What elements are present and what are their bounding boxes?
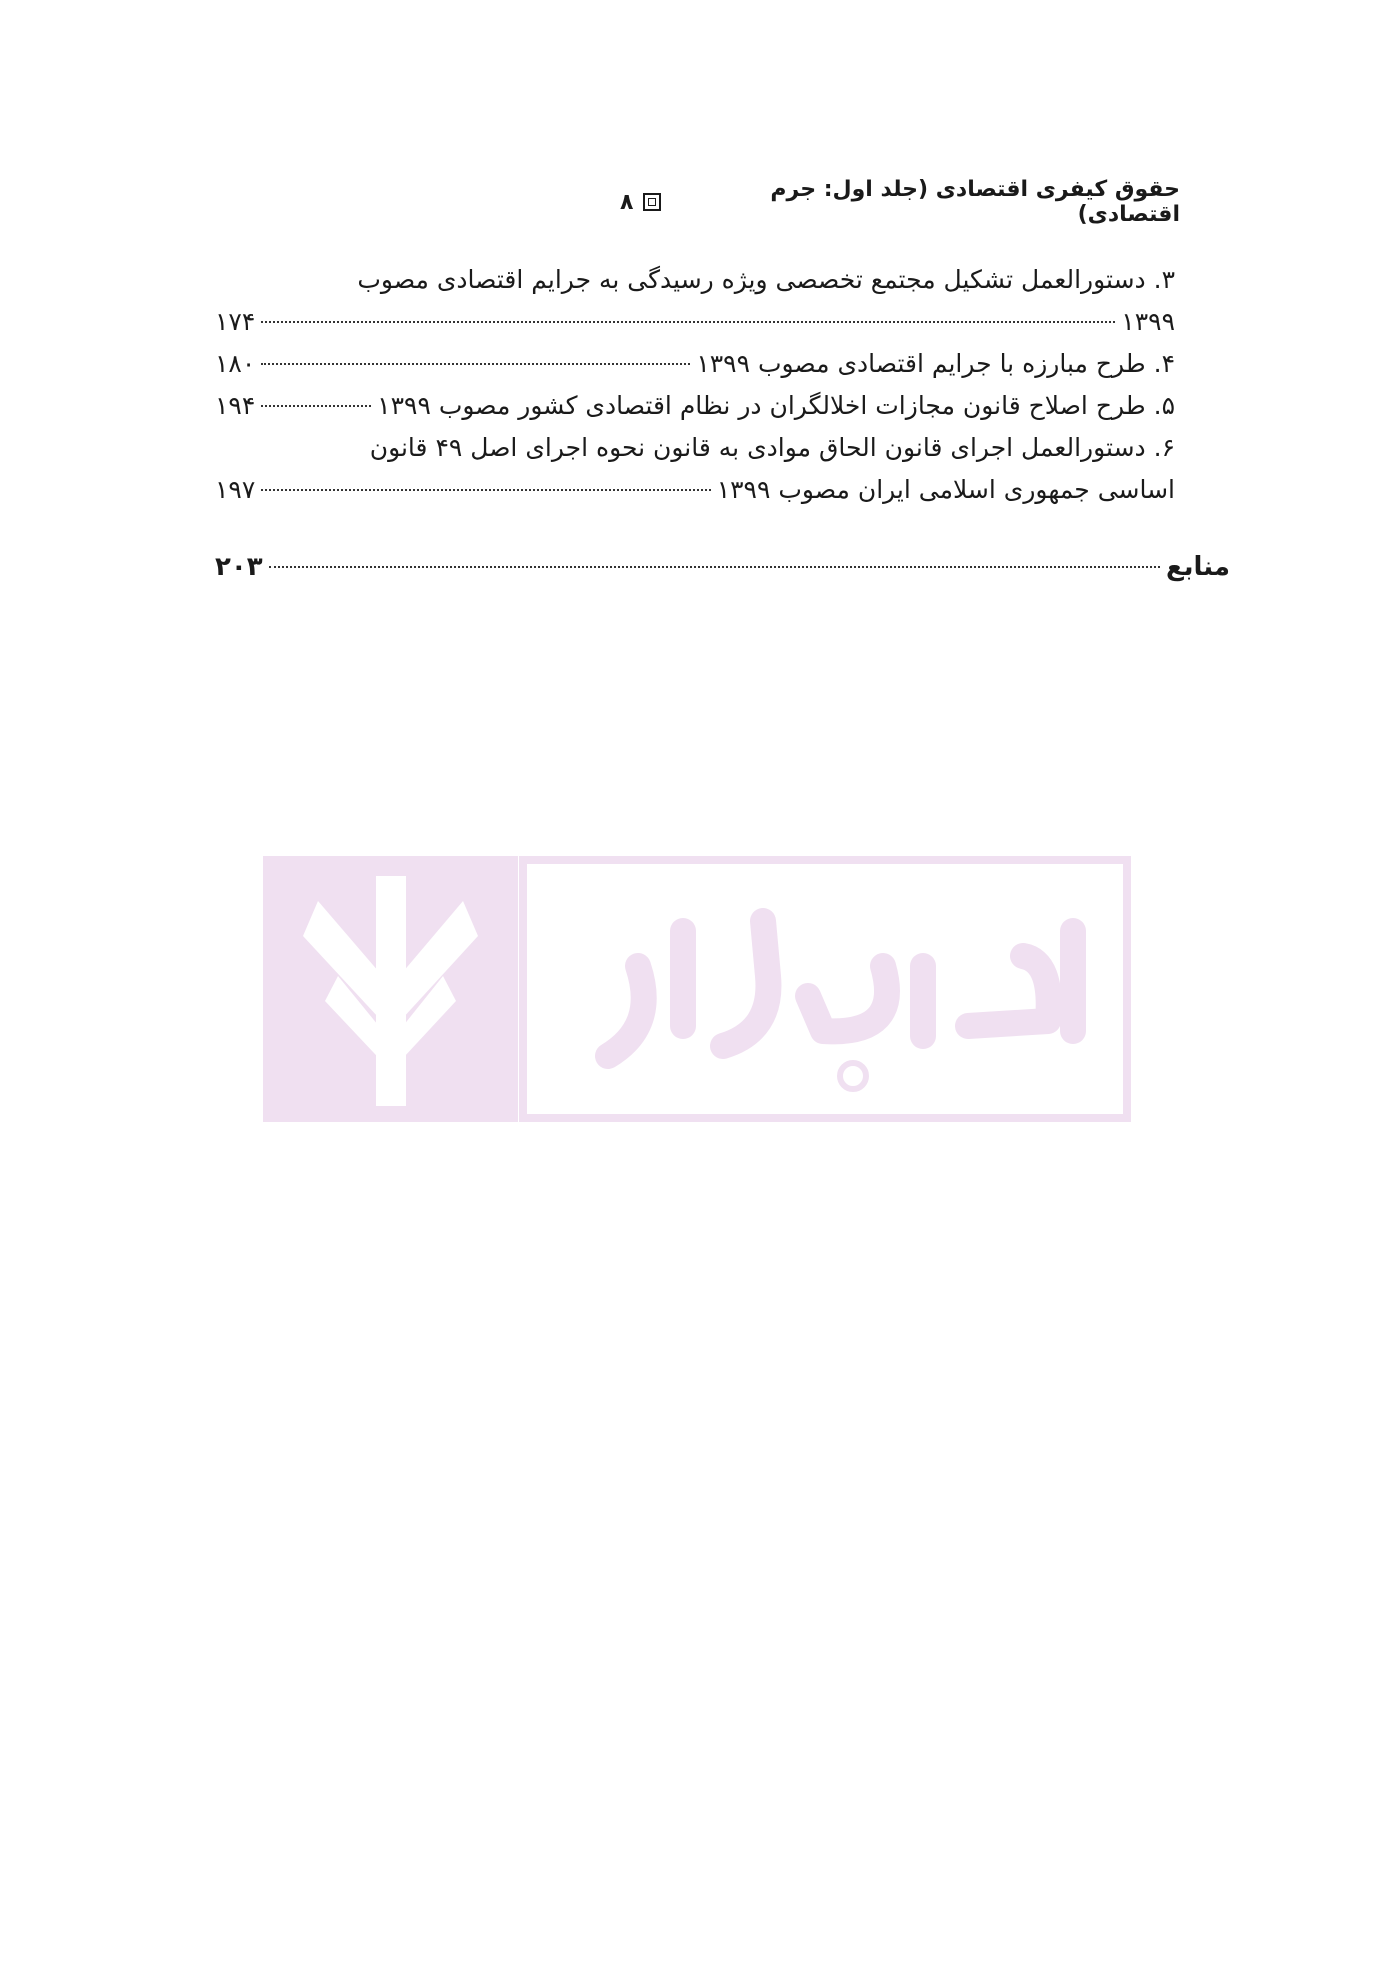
dot-leader [261, 405, 371, 407]
page-ref: ۲۰۳ [215, 552, 263, 582]
toc-item-6-line-1[interactable]: ۶. دستورالعمل اجرای قانون الحاق موادی به قانون نحوه اجرای اصل ۴۹ قانون [369, 433, 1175, 462]
toc-item-6-line-2[interactable]: اساسی جمهوری اسلامی ایران مصوب ۱۳۹۹ ۱۹۷ [215, 475, 1175, 504]
page-header [620, 177, 1180, 227]
dot-leader [261, 363, 690, 365]
toc-item-4[interactable]: ۴. طرح مبارزه با جرایم اقتصادی مصوب ۱۳۹۹ ۱۸۰ [215, 349, 1175, 378]
table-of-contents [215, 265, 1175, 517]
page-ref: ۱۷۴ [215, 307, 256, 336]
square-ornament-icon [643, 193, 661, 211]
dot-leader [269, 566, 1160, 568]
page-number: ۸ [620, 189, 634, 215]
running-title: حقوق کیفری اقتصادی (جلد اول: جرم اقتصادی) [770, 177, 1180, 227]
page-ref: ۱۹۷ [215, 475, 256, 504]
dot-leader [261, 321, 1115, 323]
toc-item-3-line-2[interactable]: ۱۳۹۹ ۱۷۴ [215, 307, 1175, 336]
dot-leader [261, 489, 710, 491]
toc-item-5[interactable]: ۵. طرح اصلاح قانون مجازات اخلالگران در نظام اقتصادی کشور مصوب ۱۳۹۹ ۱۹۴ [215, 391, 1175, 420]
toc-sources-section [215, 552, 1230, 594]
toc-item-3-line-1[interactable]: ۳. دستورالعمل تشکیل مجتمع تخصصی ویژه رسیدگی به جرایم اقتصادی مصوب [357, 265, 1175, 294]
page-ref: ۱۹۴ [215, 391, 256, 420]
page-ref: ۱۸۰ [215, 349, 256, 378]
toc-sources[interactable]: منابع ۲۰۳ [215, 552, 1230, 582]
dadbazar-watermark-logo [263, 856, 1131, 1122]
